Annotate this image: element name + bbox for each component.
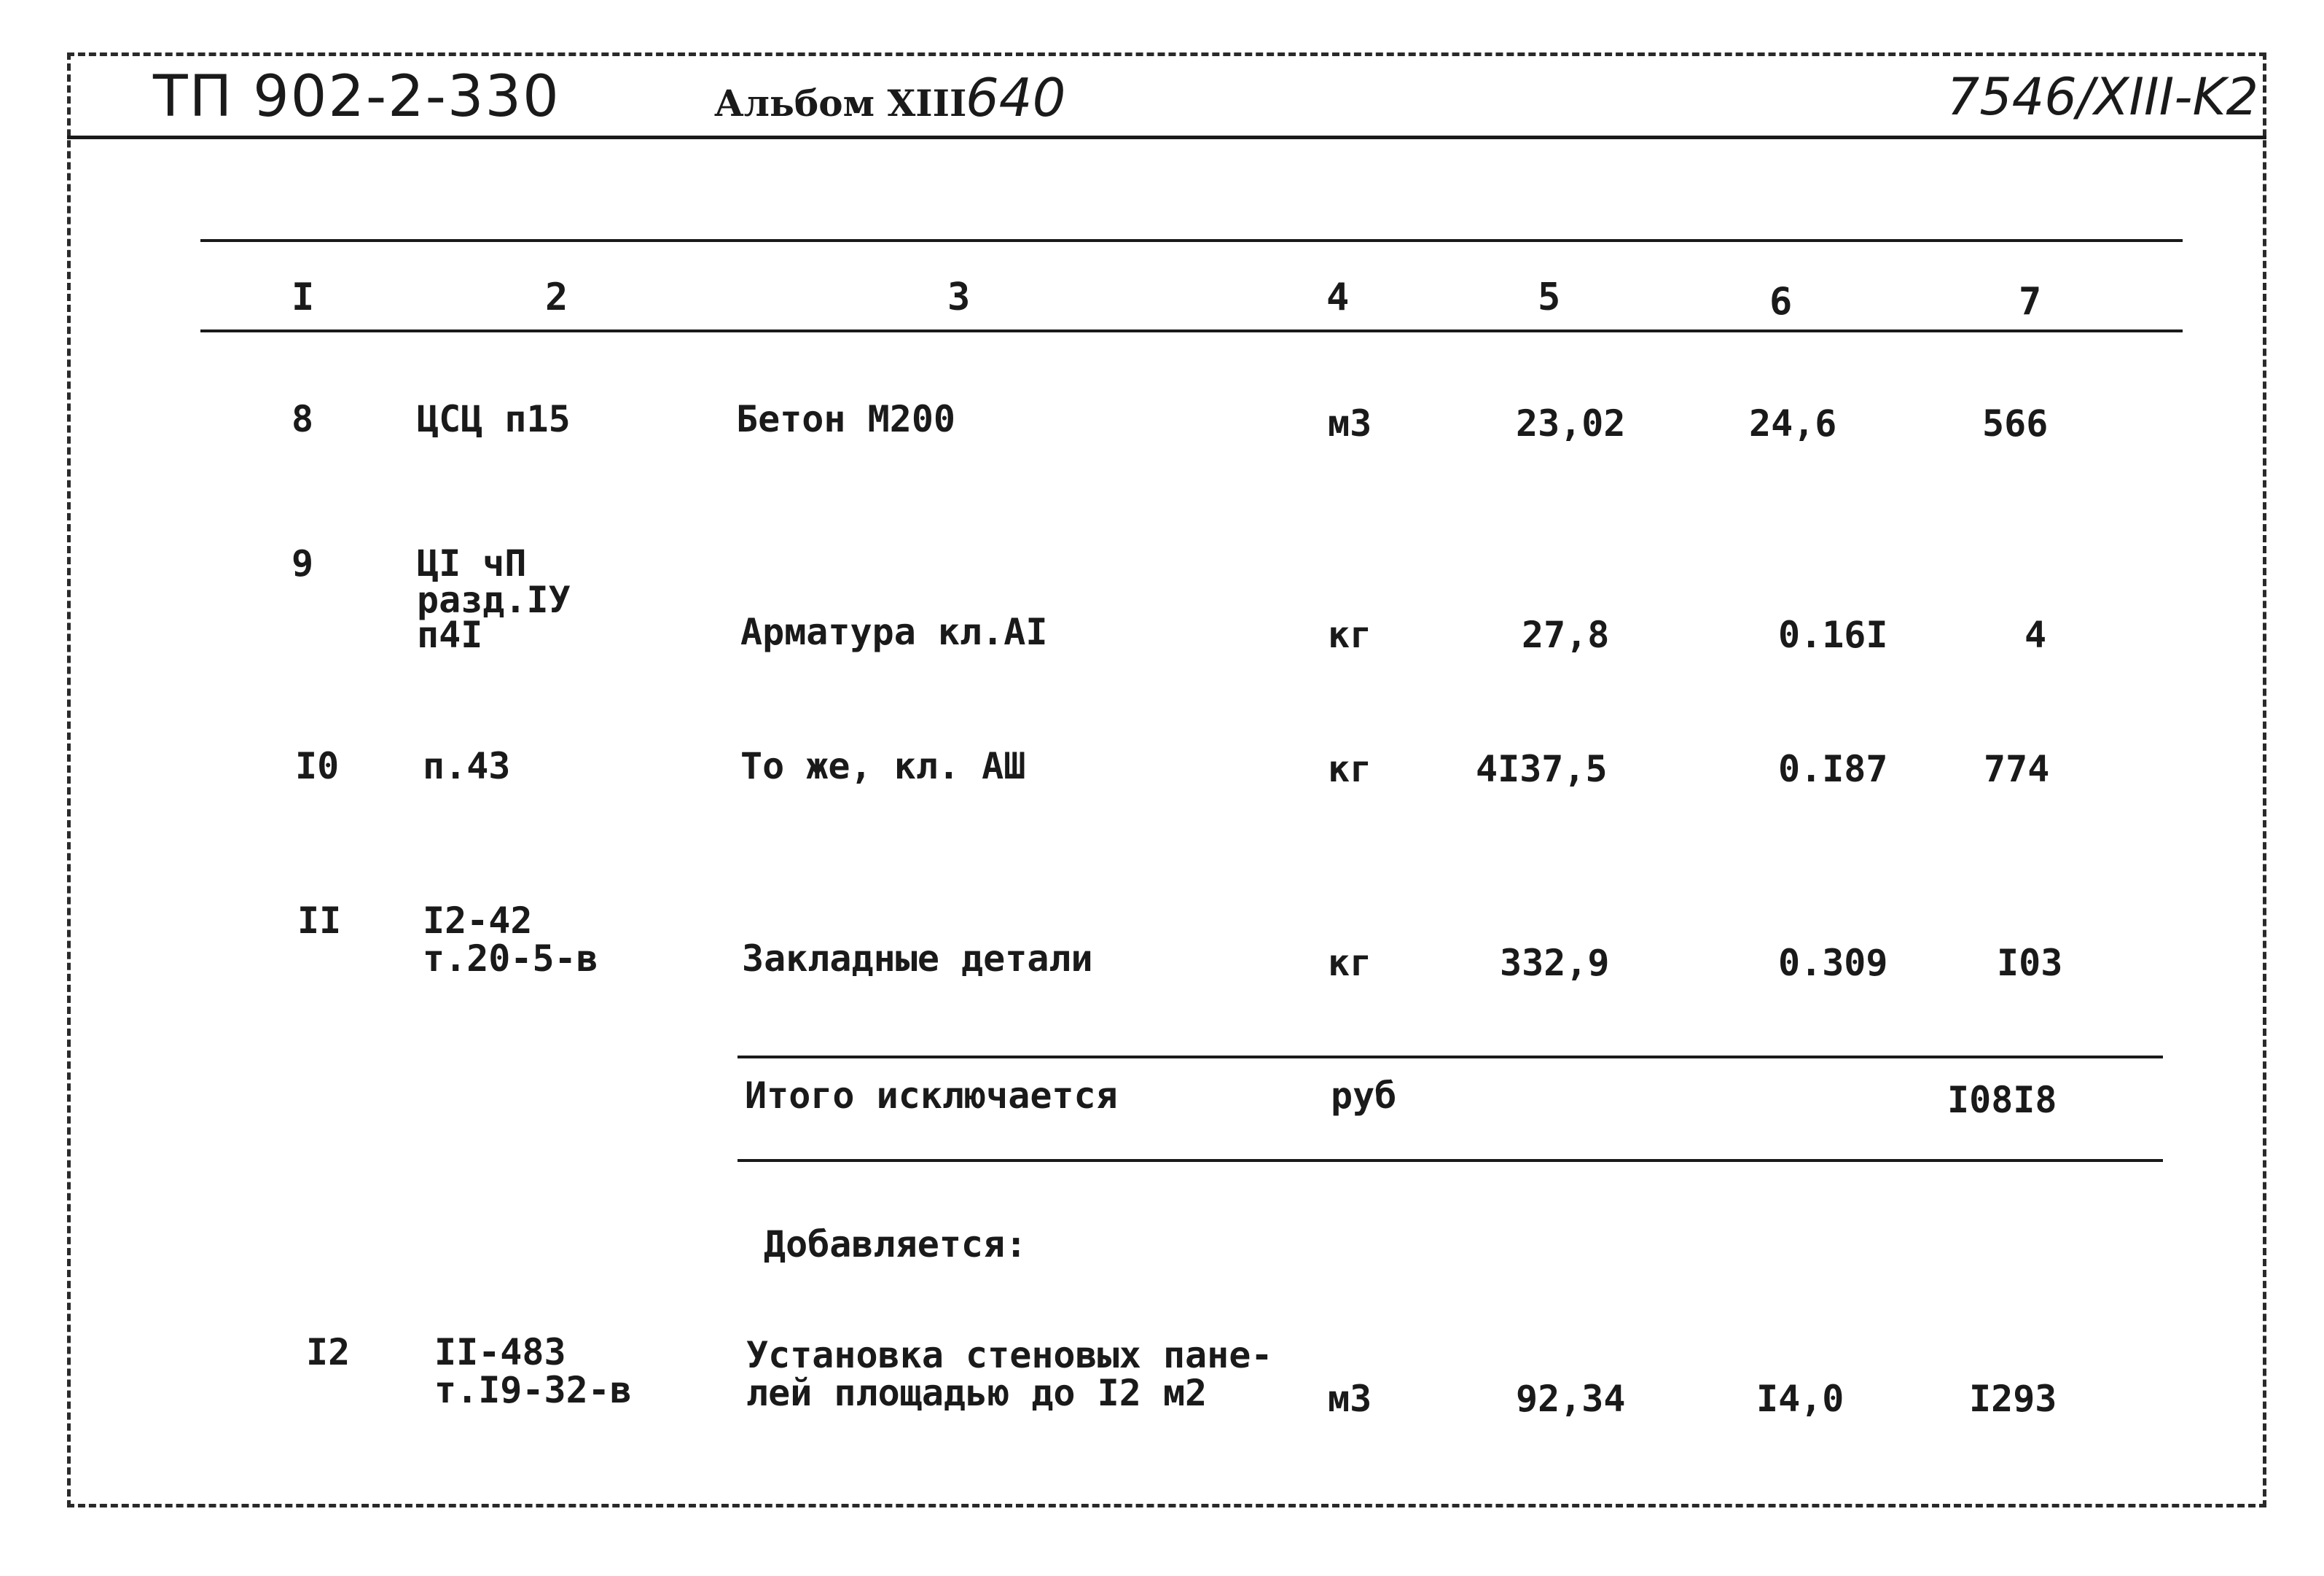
row-quantity: 23,02	[1516, 402, 1626, 445]
row-work-name-line: лей площадью до I2 м2	[746, 1372, 1208, 1414]
row-reference-line: п4I	[417, 614, 483, 656]
sheet-code: 7546/XIII-K2	[1947, 67, 2258, 127]
row-reference-line: II-483	[434, 1331, 566, 1373]
subtotal-label: Итого исключается	[745, 1074, 1118, 1117]
document-code: ТП 902-2-330	[153, 64, 560, 130]
added-section-label: Добавляется:	[764, 1223, 1028, 1265]
row-reference: п.43	[423, 745, 511, 787]
row-reference-line: разд.IУ	[417, 579, 571, 621]
row-unit-price: 24,6	[1749, 402, 1837, 445]
row-work-name: Арматура кл.AI	[740, 611, 1048, 653]
subtotal-unit: руб	[1331, 1074, 1397, 1117]
row-reference-line: ЦI чП	[417, 542, 527, 585]
row-cost: I293	[1969, 1378, 2057, 1420]
row-unit: м3	[1328, 1378, 1372, 1420]
row-work-name: Закладные детали	[742, 937, 1093, 980]
row-number: 9	[292, 542, 314, 585]
row-unit: м3	[1328, 402, 1372, 445]
subtotal-cost: I08I8	[1947, 1079, 2057, 1121]
row-unit-price: I4,0	[1756, 1378, 1844, 1420]
column-header-1: I	[292, 276, 315, 319]
row-reference-line: т.20-5-в	[423, 937, 598, 980]
row-work-name-line: Установка стеновых пане-	[746, 1334, 1273, 1376]
page-frame	[67, 52, 2266, 1507]
column-header-6: 6	[1769, 280, 1793, 324]
row-unit: кг	[1328, 942, 1372, 984]
row-number: 8	[292, 398, 314, 440]
column-header-7: 7	[2019, 280, 2042, 324]
column-header-4: 4	[1326, 276, 1350, 319]
table-header-rule	[200, 329, 2183, 332]
title-block-divider	[67, 136, 2266, 139]
row-number: I0	[295, 745, 340, 787]
row-quantity: 92,34	[1516, 1378, 1626, 1420]
row-cost: 774	[1984, 748, 2050, 790]
row-unit: кг	[1328, 748, 1372, 790]
row-number: I2	[306, 1331, 351, 1373]
row-cost: 566	[1982, 402, 2049, 445]
row-quantity: 27,8	[1522, 614, 1610, 656]
column-header-2: 2	[545, 276, 568, 319]
row-unit-price: 0.16I	[1778, 614, 1888, 656]
row-cost: 4	[2024, 614, 2047, 656]
subtotal-bottom-rule	[738, 1159, 2163, 1162]
column-header-3: 3	[947, 276, 971, 319]
row-unit-price: 0.309	[1778, 942, 1888, 984]
row-number: II	[297, 900, 342, 942]
row-work-name: То же, кл. АШ	[740, 745, 1026, 787]
column-header-5: 5	[1538, 276, 1561, 319]
row-reference-line: I2-42	[423, 900, 533, 942]
row-reference-line: т.I9-32-в	[434, 1369, 632, 1411]
row-cost: I03	[1997, 942, 2063, 984]
row-quantity: 332,9	[1500, 942, 1610, 984]
row-unit-price: 0.I87	[1778, 748, 1888, 790]
row-work-name: Бетон М200	[736, 398, 956, 440]
album-label: Альбом XIII	[714, 82, 967, 125]
row-reference: ЦСЦ п15	[417, 398, 571, 440]
album-number: 640	[966, 67, 1066, 128]
subtotal-top-rule	[738, 1056, 2163, 1058]
row-quantity: 4I37,5	[1476, 748, 1608, 790]
row-unit: кг	[1328, 614, 1372, 656]
table-top-rule	[200, 239, 2183, 242]
